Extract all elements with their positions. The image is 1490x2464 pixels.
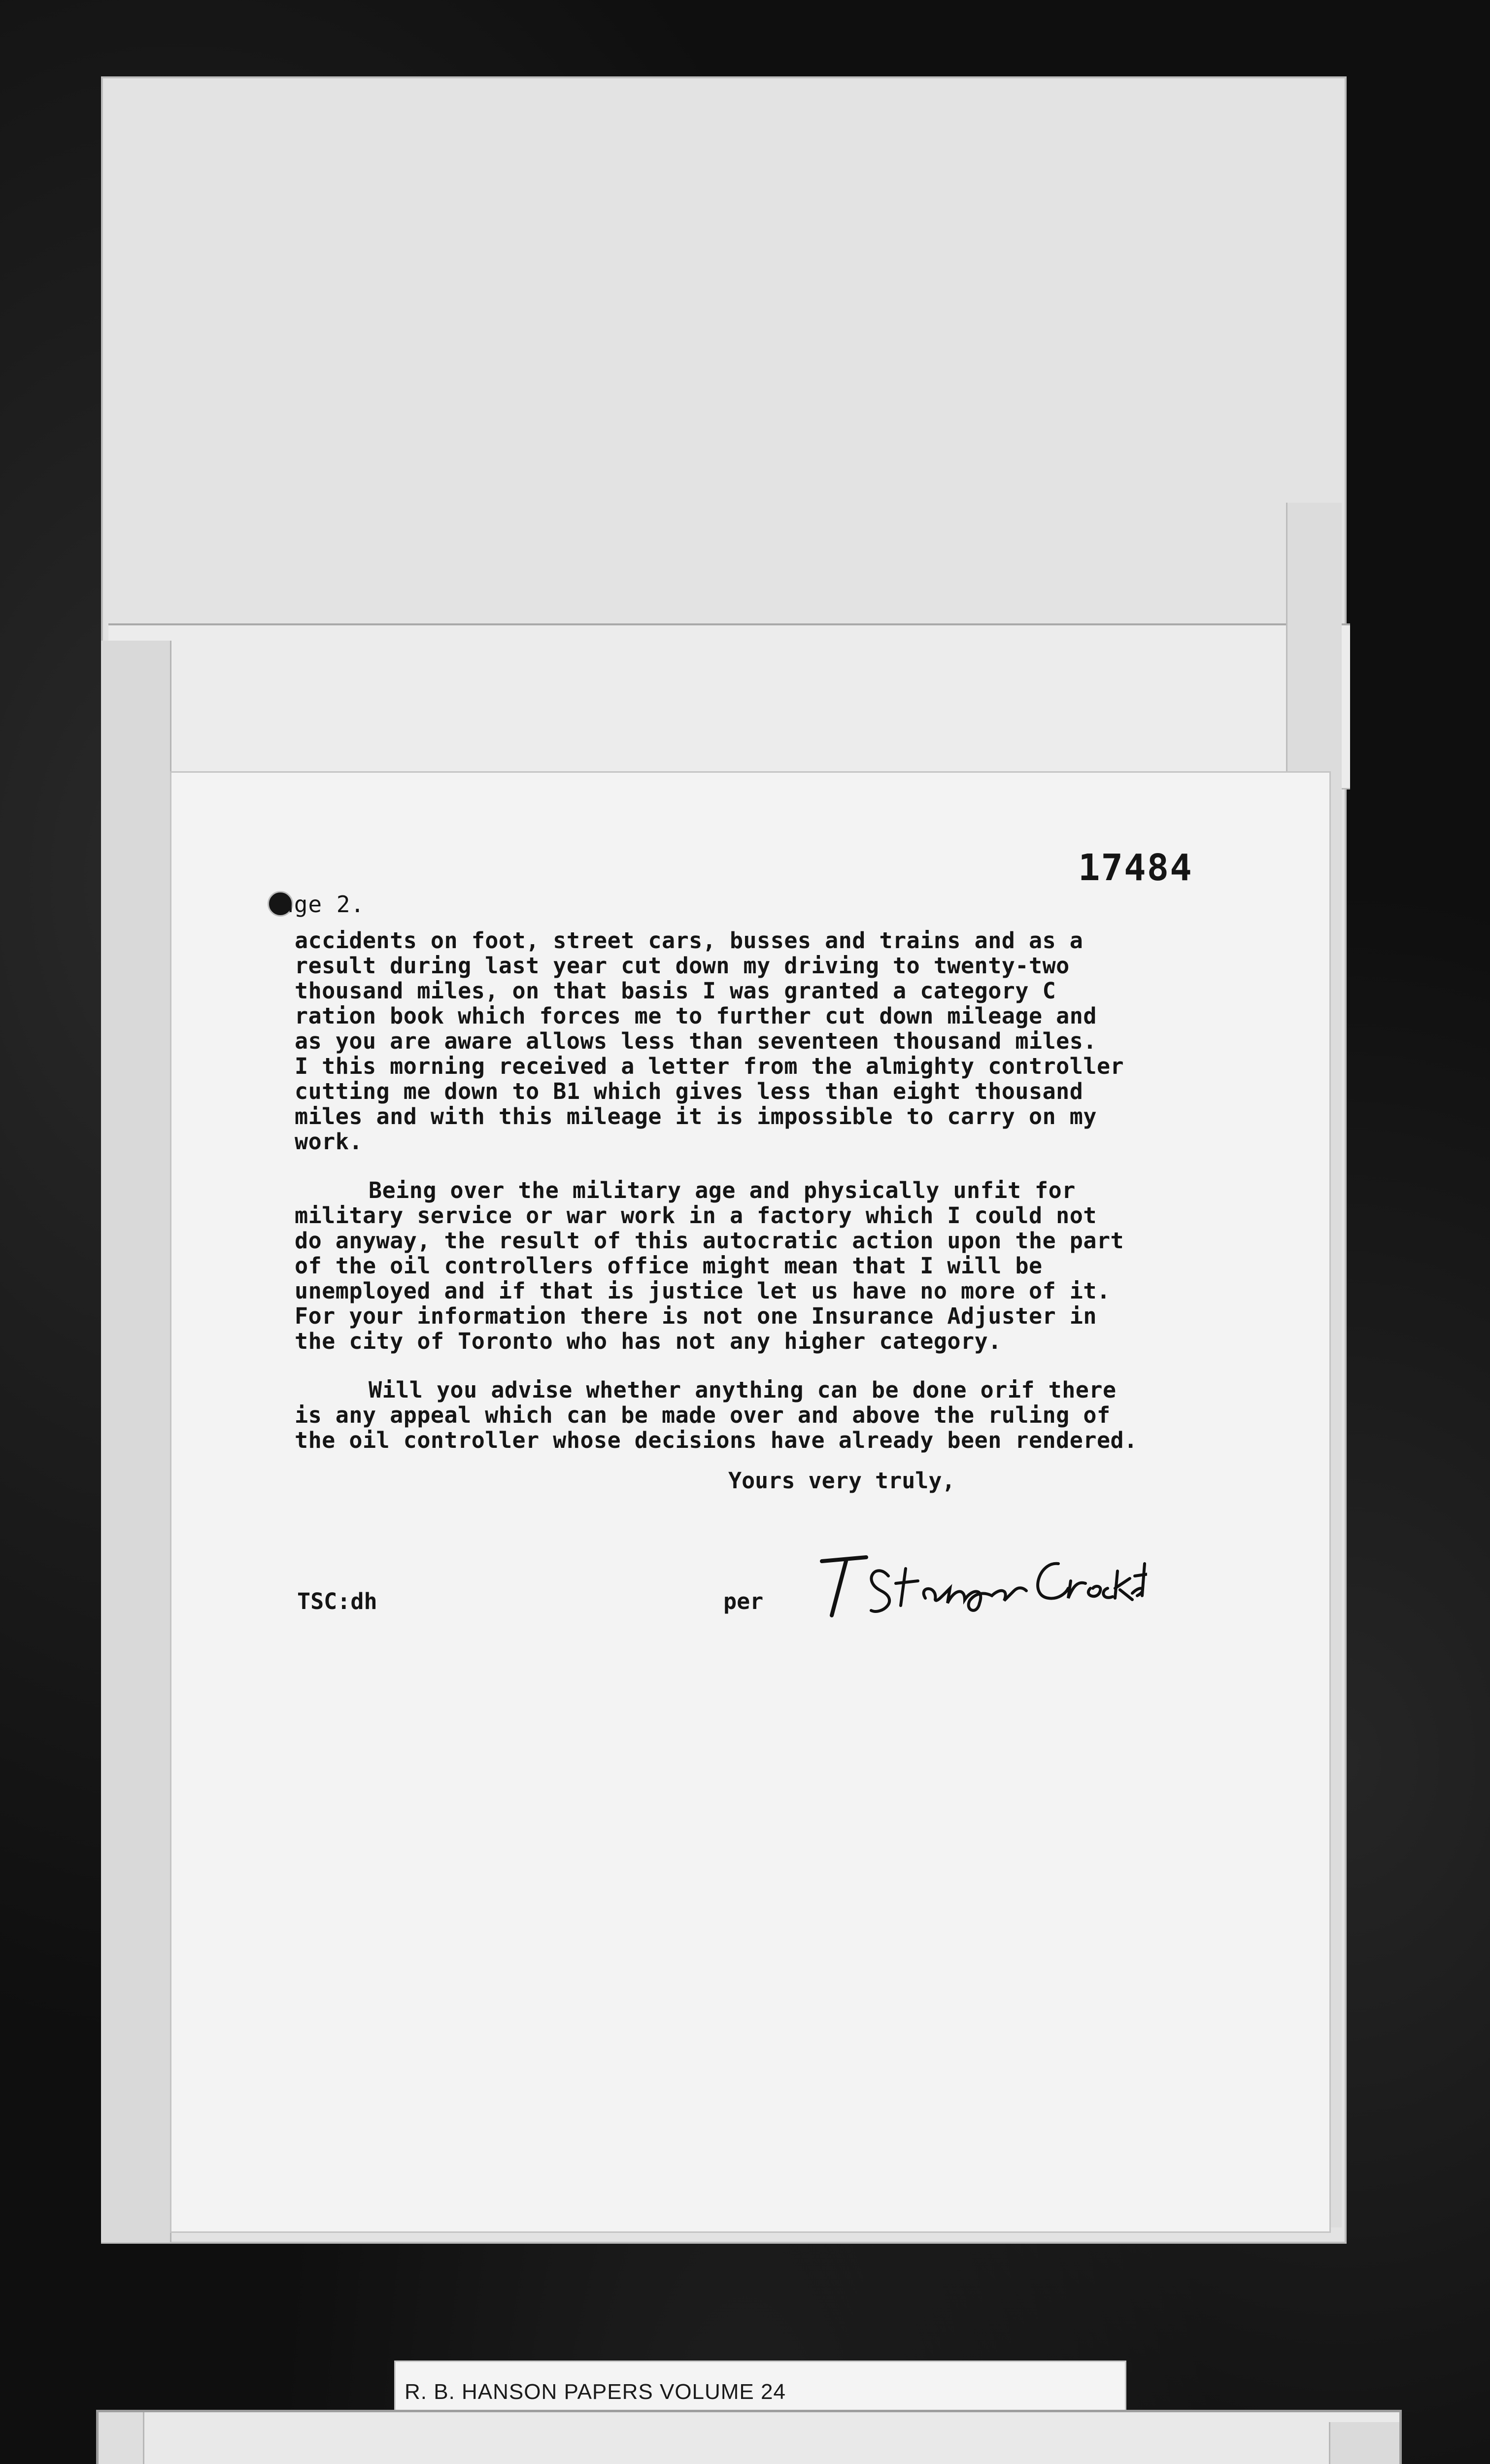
letter-body xyxy=(295,928,1305,1476)
per-label: per xyxy=(723,1588,764,1614)
closing-salutation: Yours very truly, xyxy=(728,1468,955,1494)
handwritten-signature xyxy=(802,1541,1147,1625)
paragraph-1: accidents on foot, street cars, busses and trains and as a result during last year cut down my driving to twenty-two thousand miles, on that basis I was granted a category C ration book which forces me to further cut down mileage and as you are aware allows less than seventeen thousand miles. I this morning received a letter from the almighty controller cutting me down to B1 which gives less than eight thousand miles and with this mileage it is impossible to carry on my work. xyxy=(295,927,1124,1155)
typist-initials: TSC:dh xyxy=(297,1588,377,1614)
folder-fold-strip xyxy=(108,623,1350,789)
letter-page xyxy=(170,771,1331,2233)
paragraph-3: Will you advise whether anything can be done orif there is any appeal which can be made over and above the ruling of the oil controller whose decisions have already been rendered. xyxy=(295,1377,1138,1453)
folder-tab-label xyxy=(394,2361,1126,2413)
page-number-label: age 2. xyxy=(280,891,365,918)
archive-stamp-card xyxy=(96,2410,1402,2464)
paragraph-2: Being over the military age and physically unfit for military service or war work in a factory which I could not do anyway, the result of this autocratic action upon the part of the oil controllers office might mean that I will be unemployed and if that is justice let us have no more of it. For your information there is not one Insurance Adjuster in the city of Toronto who has not any higher category. xyxy=(295,1177,1124,1354)
card-left-edge xyxy=(99,2412,144,2464)
document-number: 17484 xyxy=(1078,847,1193,889)
folder-edge-left xyxy=(101,641,171,2242)
collection-reference: R. B. HANSON PAPERS VOLUME 24 xyxy=(405,2380,786,2404)
card-right-edge xyxy=(1329,2422,1399,2464)
